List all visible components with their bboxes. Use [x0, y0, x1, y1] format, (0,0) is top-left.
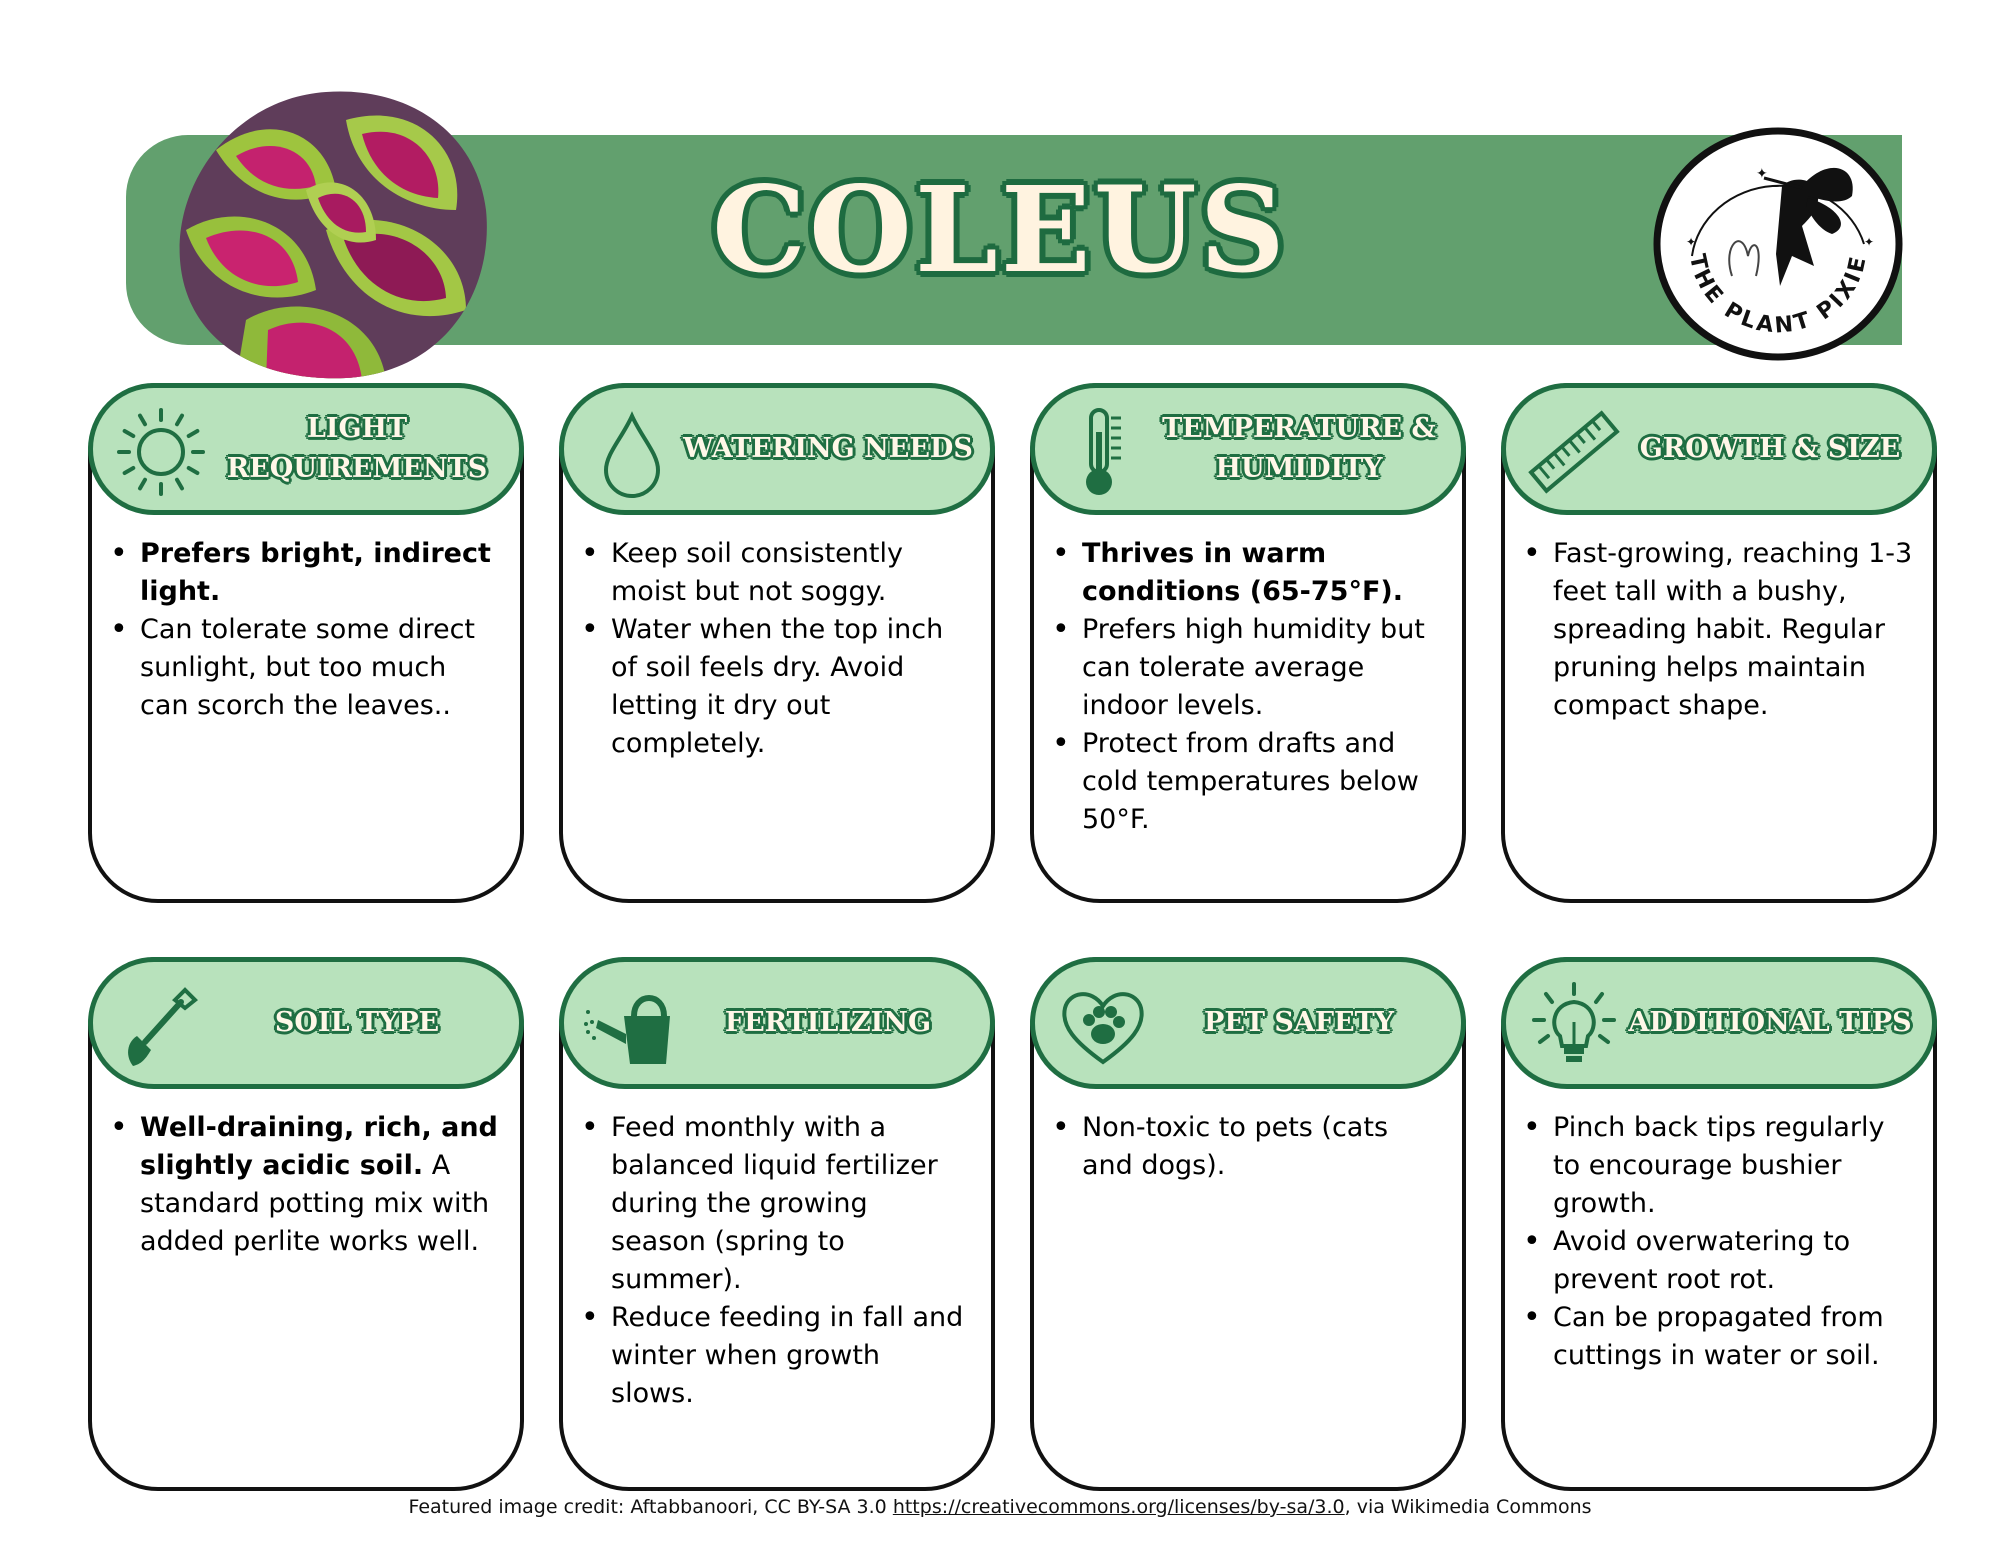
card-body	[573, 1109, 971, 1413]
card-title: PET SAFETY	[1204, 1007, 1394, 1038]
ruler-icon	[1524, 402, 1624, 502]
bullet-item	[1515, 1109, 1913, 1223]
card-pet-safety	[1030, 957, 1466, 1491]
card-title: SOIL TYPE	[274, 1007, 440, 1038]
bullet-list	[573, 1109, 971, 1413]
plant-pixie-logo	[1652, 126, 1904, 362]
card-additional-tips	[1501, 957, 1937, 1491]
card-header	[1030, 383, 1466, 515]
bullet-item	[1044, 1109, 1442, 1185]
sun-icon	[111, 402, 211, 502]
card-body	[573, 535, 971, 763]
bullet-item	[1044, 535, 1442, 611]
card-header	[559, 957, 995, 1089]
card-title: WATERING NEEDS	[683, 433, 973, 464]
card-title: ADDITIONAL TIPS	[1628, 1007, 1912, 1038]
image-credit	[0, 1496, 2000, 1518]
card-temperature-and-humidity	[1030, 383, 1466, 903]
card-watering-needs	[559, 383, 995, 903]
bullet-bold-text: Well-draining, rich, and slightly acidic soil.	[140, 1112, 498, 1181]
thermometer-icon	[1053, 402, 1153, 502]
bullet-text: Pinch back tips regularly to encourage bushier growth.	[1553, 1112, 1885, 1219]
water-drop-icon	[582, 402, 682, 502]
svg-text:✦: ✦	[1686, 235, 1697, 249]
card-body	[1515, 1109, 1913, 1375]
bullet-text: Fast-growing, reaching 1-3 feet tall with a bushy, spreading habit. Regular pruning helps maintain compact shape.	[1553, 538, 1913, 721]
card-fertilizing	[559, 957, 995, 1491]
bullet-list	[102, 1109, 500, 1261]
card-title: TEMPERATURE & HUMIDITY	[1162, 413, 1436, 484]
bullet-list	[102, 535, 500, 725]
bullet-text: Reduce feeding in fall and winter when growth slows.	[611, 1302, 964, 1409]
bullet-text: Prefers high humidity but can tolerate average indoor levels.	[1082, 614, 1425, 721]
bullet-item	[1515, 1223, 1913, 1299]
card-light-requirements	[88, 383, 524, 903]
card-body	[1044, 535, 1442, 839]
card-title: GROWTH & SIZE	[1639, 433, 1901, 464]
logo-text: THE PLANT PIXIE	[1684, 252, 1872, 339]
bullet-item	[573, 611, 971, 763]
card-title: LIGHT REQUIREMENTS	[226, 413, 488, 484]
bullet-item	[573, 1109, 971, 1299]
svg-text:✦: ✦	[1864, 235, 1875, 249]
bullet-list	[1515, 535, 1913, 725]
svg-text:✦: ✦	[1756, 166, 1768, 182]
bullet-bold-text: Prefers bright, indirect light.	[140, 538, 491, 607]
paw-heart-icon	[1053, 976, 1153, 1076]
bullet-item	[102, 611, 500, 725]
lightbulb-icon	[1524, 976, 1624, 1076]
card-growth-and-size	[1501, 383, 1937, 903]
bullet-item	[573, 1299, 971, 1413]
watering-can-icon	[582, 976, 682, 1076]
shovel-icon	[111, 976, 211, 1076]
bullet-item	[1515, 535, 1913, 725]
bullet-item	[1044, 725, 1442, 839]
bullet-list	[573, 535, 971, 763]
card-body	[1515, 535, 1913, 725]
bullet-item	[1515, 1299, 1913, 1375]
bullet-list	[1044, 535, 1442, 839]
bullet-text: A standard potting mix with added perlite works well.	[140, 1150, 490, 1257]
bullet-text: Feed monthly with a balanced liquid fertilizer during the growing season (spring to summer).	[611, 1112, 938, 1295]
bullet-item	[573, 535, 971, 611]
card-soil-type	[88, 957, 524, 1491]
bullet-text: Can tolerate some direct sunlight, but too much can scorch the leaves..	[140, 614, 476, 721]
bullet-bold-text: Thrives in warm conditions (65-75°F).	[1082, 538, 1403, 607]
bullet-item	[102, 1109, 500, 1261]
bullet-text: Avoid overwatering to prevent root rot.	[1553, 1226, 1851, 1295]
card-header	[1030, 957, 1466, 1089]
bullet-text: Keep soil consistently moist but not soggy.	[611, 538, 903, 607]
card-header	[1501, 383, 1937, 515]
credit-suffix: , via Wikimedia Commons	[1344, 1496, 1592, 1518]
card-header	[88, 957, 524, 1089]
page-title: COLEUS	[712, 160, 1288, 299]
license-link[interactable]: https://creativecommons.org/licenses/by-sa/3.0	[892, 1496, 1345, 1518]
card-header	[559, 383, 995, 515]
card-body	[102, 1109, 500, 1261]
bullet-list	[1044, 1109, 1442, 1185]
bullet-text: Can be propagated from cuttings in water or soil.	[1553, 1302, 1884, 1371]
credit-prefix: Featured image credit: Aftabbanoori, CC BY-SA 3.0	[408, 1496, 893, 1518]
bullet-item	[1044, 611, 1442, 725]
card-body	[1044, 1109, 1442, 1185]
bullet-list	[1515, 1109, 1913, 1375]
bullet-text: Non-toxic to pets (cats and dogs).	[1082, 1112, 1389, 1181]
bullet-text: Protect from drafts and cold temperatures below 50°F.	[1082, 728, 1419, 835]
card-title: FERTILIZING	[724, 1007, 932, 1038]
card-header	[88, 383, 524, 515]
card-body	[102, 535, 500, 725]
card-header	[1501, 957, 1937, 1089]
bullet-text: Water when the top inch of soil feels dry. Avoid letting it dry out completely.	[611, 614, 944, 759]
bullet-item	[102, 535, 500, 611]
